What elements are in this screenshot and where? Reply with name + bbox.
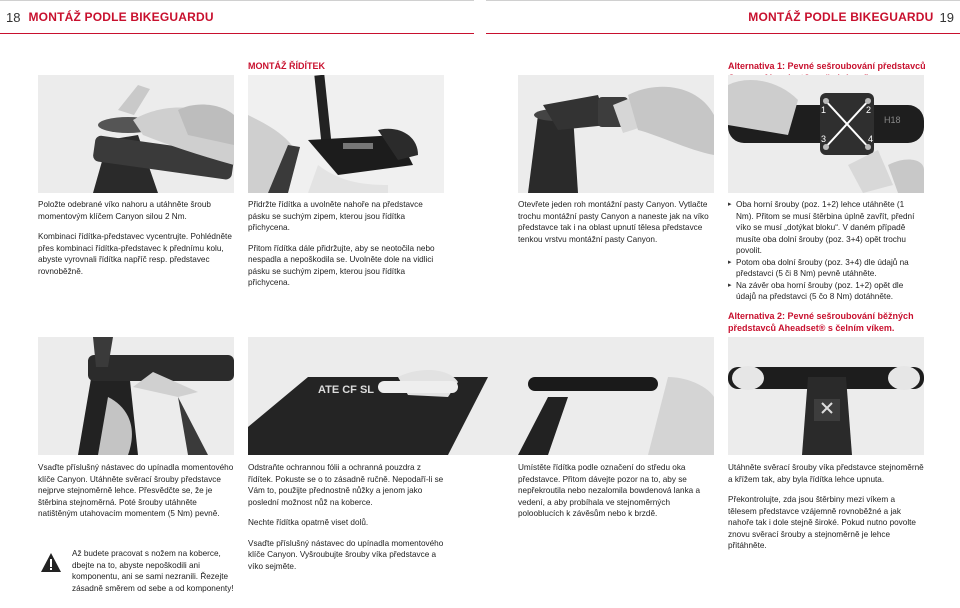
warning-text: Až budete pracovat s nožem na koberce, dbejte na to, abyste nepoškodili ani komponentu, ani se sami nezranili. Řezejte zásadně směrem od sebe a od komponenty! [72, 549, 234, 593]
text-1-paragraph-2: Kombinaci řídítka-představec vycentrujte. Pohlédněte přes kombinaci řídítka-představec k přednímu kolu, abyste vyrovnali řídítka napříč resp. představec rovnoběžně. [38, 232, 232, 276]
left-page-number: 18 [6, 9, 21, 25]
text-block-1 [38, 199, 236, 286]
text-block-7 [518, 462, 716, 529]
left-page-header [0, 0, 474, 34]
photo-stem-bolts-cross [728, 75, 924, 193]
svg-text:ATE CF SL: ATE CF SL [318, 384, 375, 396]
text-2-paragraph-1: Přidržte řídítka a uvolněte nahoře na představce pásku se suchým zipem, kterou jsou řídítka přichycena. [248, 200, 423, 232]
text-block-6 [248, 462, 448, 581]
right-page-header [486, 0, 960, 34]
photo-assembly-paste [518, 75, 714, 193]
text-block-4 [728, 199, 924, 303]
right-page-title: MONTÁŽ PODLE BIKEGUARDU [748, 10, 934, 24]
bolt-step-1: ▸ Oba horní šrouby (poz. 1+2) lehce utáhněte (1 Nm). Přitom se musí štěrbina úplně zavřít, přední víko se musí „dotýkat bloku“. V daném případě musíte oba dolní šrouby (poz. 3+4) opět trochu povolit. [728, 199, 924, 257]
bolt-label-4: 4 [868, 134, 874, 144]
bolt-label-2: 2 [866, 105, 872, 115]
text-block-8 [728, 462, 924, 561]
text-block-5 [38, 462, 236, 529]
bolt-steps-list [728, 199, 924, 303]
right-page-number: 19 [939, 9, 954, 25]
text-5-paragraph-1: Vsaďte příslušný nástavec do upínadla momentového klíče Canyon. Utáhněte svěrací šrouby představce nejprve stejnoměrně lehce. Přesvědčte se, že je štěrbina stejnoměrná. Poté šrouby utáhněte natištěným utahovacím momentem (5 Nm) pevně. [38, 463, 234, 518]
left-page-title: MONTÁŽ PODLE BIKEGUARDU [28, 10, 214, 24]
warning-icon [40, 552, 62, 574]
photo-stem-cap-wrench [38, 337, 234, 455]
text-8-paragraph-1: Utáhněte svěrací šrouby víka představce stejnoměrně a křížem tak, aby byla řídítka lehce upnuta. [728, 463, 924, 484]
photo-stem-front-cap [728, 337, 924, 455]
bolt-step-3: ▸ Na závěr oba horní šrouby (poz. 1+2) opět dle údajů na představci (5 čo 8 Nm) dotáhněte. [728, 280, 924, 303]
text-1-paragraph-1: Položte odebrané víko nahoru a utáhněte šroub momentovým klíčem Canyon silou 2 Nm. [38, 200, 211, 221]
text-6-paragraph-3: Vsaďte příslušný nástavec do upínadla momentového klíče Canyon. Vyšroubujte šrouby víka představce a víko sejměte. [248, 538, 444, 571]
bolt-step-2: ▸ Potom oba dolní šrouby (poz. 3+4) dle údajů na představci (5 či 8 Nm) pevně utáhněte. [728, 257, 924, 280]
bolt-label-1: 1 [821, 105, 827, 115]
text-6-paragraph-2: Nechte řídítka opatrně viset dolů. [248, 518, 369, 527]
text-block-3 [518, 199, 716, 254]
text-6-paragraph-1: Odstraňte ochrannou fólii a ochranná pouzdra z řídítek. Pokuste se o to zásadně ručně. Nepodaří-li se Vám to, použijte přednostně nůžky a jenom jako poslední možnost nůž na koberce. [248, 463, 444, 507]
text-block-2 [248, 199, 446, 298]
text-2-paragraph-2: Přitom řídítka dále přidržujte, aby se neotočila nebo nespadla a nepoškodila se. Uvolněte dole na vidlici pásku se suchým zipem, kterou jsou řídítka přichycena. [248, 243, 435, 287]
text-8-paragraph-2: Překontrolujte, zda jsou štěrbiny mezi víkem a tělesem představce vzájemně rovnoběžné a jak nahoře tak i dole stejně široké. Pokud nutno povolte znovu svěrací šrouby a stejnoměrně je lehce přitáhněte. [728, 495, 916, 550]
text-3-paragraph-1: Otevřete jeden roh montážní pasty Canyon. Vytlačte trochu montážní pasty Canyon a naneste jak na víko představce tak i na oblast upnutí tělesa představce tenkou vrstvu montážní pasty Canyon. [518, 200, 709, 244]
photo-handlebar-velcro [248, 75, 444, 193]
text-7-paragraph-1: Umístěte řídítka podle označení do středu oka představce. Přitom dávejte pozor na to, aby se nepřekroutila nebo nezalomila bowdenová lanka a vedení, a aby probíhala ve stejnoměrných polooblucích k závěsům nebo k brzdě. [518, 463, 701, 518]
h18-label: H18 [884, 115, 901, 125]
warning-box [40, 548, 236, 594]
photo-handlebar-foil [248, 337, 714, 455]
handlebar-section-title: MONTÁŽ ŘÍDÍTEK [248, 61, 325, 71]
alternative2-title: Alternativa 2: Pevné sešroubování běžných představců Aheadset® s čelním víkem. [728, 311, 914, 333]
alternative1-title: Alternativa 1: Pevné sešroubování představců [728, 61, 926, 71]
bolt-label-3: 3 [821, 134, 827, 144]
photo-stem-cap-torque [38, 75, 234, 193]
